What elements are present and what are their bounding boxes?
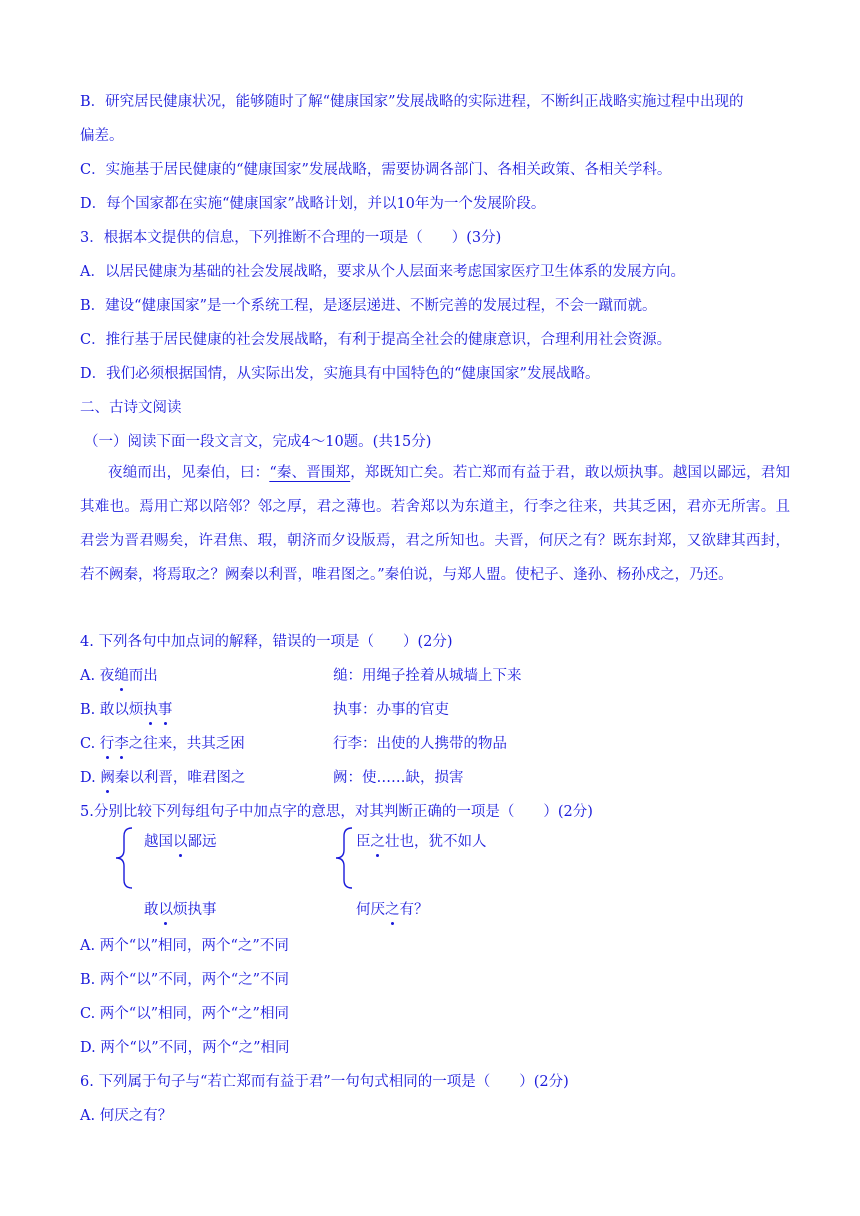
q3-option-b: B．建设“健康国家”是一个系统工程，是逐层递进、不断完善的发展过程，不会一蹴而就。	[80, 298, 657, 314]
q3-option-c: C．推行基于居民健康的社会发展战略，有利于提高全社会的健康意识，合理利用社会资源。	[80, 332, 672, 348]
left-brace-icon	[112, 826, 136, 890]
q4-a-prefix: A. 夜	[80, 668, 115, 684]
q3-option-a: A．以居民健康为基础的社会发展战略，要求从个人层面来考虑国家医疗卫生体系的发展方向。	[80, 264, 685, 280]
q4-b-dotted-2: 事	[157, 702, 173, 718]
q5-group1-sentence-a: 越国以鄙远	[144, 834, 217, 850]
q2-option-c: C．实施基于居民健康的“健康国家”发展战略，需要协调各部门、各相关政策、各相关学科。	[80, 162, 672, 178]
q5-option-c: C. 两个“以”相同，两个“之”相同	[80, 1006, 289, 1022]
q3-option-d: D．我们必须根据国情，从实际出发，实施具有中国特色的“健康国家”发展战略。	[80, 366, 600, 382]
q6-stem: 6. 下列属于句子与“若亡郑而有益于君”一句句式相同的一项是（ ）(2分)	[80, 1074, 569, 1090]
q6-option-a: A. 何厌之有？	[80, 1108, 173, 1124]
q4-b-prefix: B. 敢以烦	[80, 702, 144, 718]
q5-g2b-dotted: 之	[385, 902, 400, 918]
q4-b-dotted-1: 执	[143, 702, 158, 718]
q4-d-suffix: 秦以利晋，唯君图之	[114, 770, 246, 786]
q4-option-c-definition: 行李：出使的人携带的物品	[333, 736, 507, 752]
q4-c-dotted-2: 李	[114, 736, 129, 752]
q5-g2a-dotted: 之	[370, 834, 385, 850]
q4-d-prefix: D.	[80, 770, 101, 786]
q2-option-d: D．每个国家都在实施“健康国家”战略计划，并以10年为一个发展阶段。	[80, 196, 546, 212]
q4-option-a-definition: 缒：用绳子拴着从城墙上下来	[333, 668, 522, 684]
q5-option-a: A. 两个“以”相同，两个“之”不同	[80, 938, 289, 954]
q5-g1a-dotted: 以	[173, 834, 188, 850]
classical-passage	[80, 456, 790, 592]
q3-stem: 3．根据本文提供的信息，下列推断不合理的一项是（ ）(3分)	[80, 230, 502, 246]
q4-d-dotted: 阙	[100, 770, 115, 786]
q5-group1-sentence-b: 敢以烦执事	[144, 902, 217, 918]
left-brace-icon-2	[332, 826, 356, 890]
q4-stem: 4. 下列各句中加点词的解释，错误的一项是（ ）(2分)	[80, 634, 453, 650]
passage-underlined: “秦、晋围郑	[269, 465, 351, 481]
q5-g1b-dotted: 以	[158, 902, 173, 918]
q5-option-d: D. 两个“以”不同，两个“之”相同	[80, 1040, 290, 1056]
q4-c-prefix: C.	[80, 736, 100, 752]
q2-option-b-line2: 偏差。	[80, 128, 124, 144]
passage-part-1: 夜缒而出，见秦伯，曰：	[108, 465, 270, 481]
q4-c-dotted-1: 行	[99, 736, 115, 752]
subsection-heading: （一）阅读下面一段文言文，完成4～10题。(共15分)	[84, 434, 432, 450]
q4-option-b-definition: 执事：办事的官吏	[333, 702, 449, 718]
q5-group2-sentence-a: 臣之壮也，犹不如人	[356, 834, 487, 850]
q4-option-d	[80, 766, 245, 787]
q4-a-dotted: 缒	[114, 668, 129, 684]
q2-option-b-line1: B．研究居民健康状况，能够随时了解“健康国家”发展战略的实际进程，不断纠正战略实施过程中出现的	[80, 94, 744, 110]
q4-a-suffix: 而出	[128, 668, 158, 684]
q4-option-a	[80, 664, 158, 685]
q5-option-b: B. 两个“以”不同，两个“之”不同	[80, 972, 290, 988]
q4-option-d-definition: 阙：使……缺，损害	[333, 770, 464, 786]
q5-stem: 5.分别比较下列每组句子中加点字的意思，对其判断正确的一项是（ ）(2分)	[80, 804, 593, 820]
section-heading: 二、古诗文阅读	[80, 400, 182, 416]
q4-c-suffix: 之往来，共其乏困	[128, 736, 245, 752]
passage-part-2: ，郑既知亡矣。若亡郑而有益于君，敢以烦执事。越国以鄙远，君知其难也。焉用亡郑以陪邻？邻之厚，君之薄也。若舍郑以为东道主，行李之往来，共其乏困，君亦无所害。且君尝为晋君赐矣，许君焦、瑕，朝济而夕设版焉，君之所知也。夫晋，何厌之有？既东封郑，又欲肆其西封，若不阙秦，将焉取之？阙秦以利晋，唯君图之。”秦伯说，与郑人盟。使杞子、逢孙、杨孙戍之，乃还。	[80, 465, 790, 583]
q5-group2-sentence-b: 何厌之有？	[356, 902, 429, 918]
q4-option-b	[80, 698, 172, 719]
q4-option-c	[80, 732, 245, 753]
